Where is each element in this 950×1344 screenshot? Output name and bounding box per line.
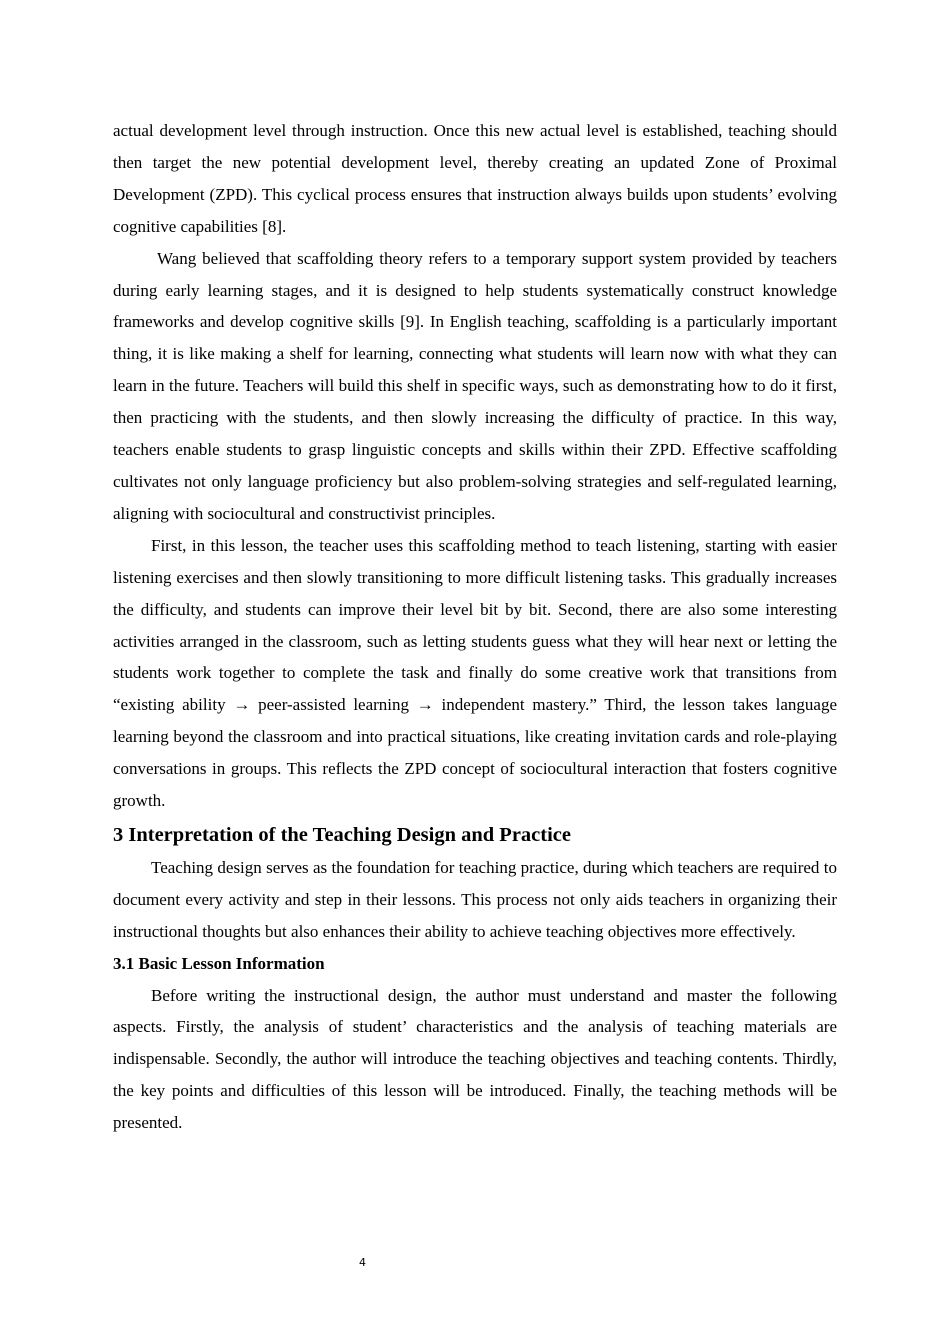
paragraph-zpd-continuation: actual development level through instruction. Once this new actual level is established, teaching should then target the new potential development level, thereby creating an updated Zone of Proximal Development (ZPD). This cyclical process ensures that instruction always builds upon students’ evolving cognitive capabilities [8]. [113,121,837,236]
section-heading: 3 Interpretation of the Teaching Design and Practice [113,823,571,846]
document-page [113,115,837,1139]
page-number: 4 [359,1256,366,1269]
subsection-heading: 3.1 Basic Lesson Information [113,953,325,973]
paragraph-lesson-application: First, in this lesson, the teacher uses this scaffolding method to teach listening, starting with easier listening exercises and then slowly transitioning to more difficult listening tasks. This gradually increases the difficulty, and students can improve their level bit by bit. Second, there are also some interesting activities arranged in the classroom, such as letting students guess what they will hear next or letting the students work together to complete the task and finally do some creative work that transitions from “existing ability → peer-assisted learning → independent mastery.” Third, the lesson takes language learning beyond the classroom and into practical situations, like creating invitation cards and role-playing conversations in groups. This reflects the ZPD concept of sociocultural interaction that fosters cognitive growth. [113,535,837,811]
paragraph-teaching-design: Teaching design serves as the foundation for teaching practice, during which teachers are required to document every activity and step in their lessons. This process not only aids teachers in organizing their instructional thoughts but also enhances their ability to achieve teaching objectives more effectively. [113,857,837,941]
paragraph-scaffolding-theory: Wang believed that scaffolding theory refers to a temporary support system provided by teachers during early learning stages, and it is designed to help students systematically construct knowledge frameworks and develop cognitive skills [9]. In English teaching, scaffolding is a particularly important thing, it is like making a shelf for learning, connecting what students will learn now with what they can learn in the future. Teachers will build this shelf in specific ways, such as demonstrating how to do it first, then practicing with the students, and then slowly increasing the difficulty of practice. In this way, teachers enable students to grasp linguistic concepts and skills within their ZPD. Effective scaffolding cultivates not only language proficiency but also problem-solving strategies and self-regulated learning, aligning with sociocultural and constructivist principles. [113,248,837,523]
paragraph-basic-lesson-info: Before writing the instructional design, the author must understand and master the following aspects. Firstly, the analysis of student’ characteristics and the analysis of teaching materials are indispensable. Secondly, the author will introduce the teaching objectives and teaching contents. Thirdly, the key points and difficulties of this lesson will be introduced. Finally, the teaching methods will be presented. [113,985,837,1133]
